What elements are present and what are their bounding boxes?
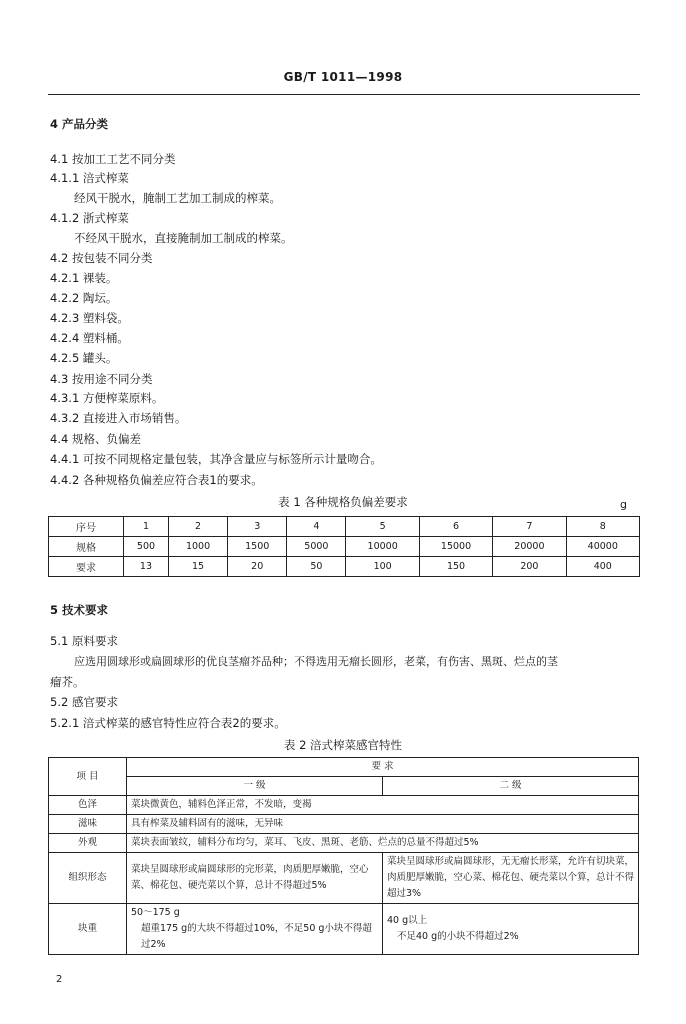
table-cell: 要 求 bbox=[127, 758, 639, 777]
table-row bbox=[49, 758, 639, 777]
table-cell: 2 bbox=[168, 517, 227, 537]
clause-4-1-2: 4.1.2 浙式榨菜 bbox=[50, 211, 129, 225]
table-row bbox=[49, 557, 640, 577]
table-cell: 150 bbox=[419, 557, 492, 577]
weight-grade2-range: 40 g以上 bbox=[387, 915, 428, 926]
table-cell: 3 bbox=[228, 517, 287, 537]
table1-caption: 表 1 各种规格负偏差要求 bbox=[278, 495, 408, 509]
table-row bbox=[49, 517, 640, 537]
clause-5-2: 5.2 感官要求 bbox=[50, 695, 118, 709]
table-row bbox=[49, 777, 639, 796]
table-cell: 二 级 bbox=[383, 777, 639, 796]
weight-grade1-note: 超重175 g的大块不得超过10%，不足50 g小块不得超过2% bbox=[141, 923, 372, 950]
table-row bbox=[49, 815, 639, 834]
table-cell: 15000 bbox=[419, 537, 492, 557]
table-cell: 8 bbox=[566, 517, 639, 537]
table2-caption: 表 2 涪式榨菜感官特性 bbox=[283, 738, 403, 752]
section-4-title: 4 产品分类 bbox=[50, 117, 109, 131]
clause-4-1-1-text: 经风干脱水，腌制工艺加工制成的榨菜。 bbox=[74, 191, 281, 205]
table-cell: 具有榨菜及辅料固有的滋味，无异味 bbox=[127, 815, 639, 834]
table-cell: 7 bbox=[493, 517, 566, 537]
table-cell: 一 级 bbox=[127, 777, 383, 796]
clause-4-2-1: 4.2.1 裸装。 bbox=[50, 271, 118, 285]
table-cell: 200 bbox=[493, 557, 566, 577]
clause-5-1-text-2: 瘤芥。 bbox=[50, 675, 85, 689]
table-cell: 规格 bbox=[49, 537, 124, 557]
table-row bbox=[49, 853, 639, 904]
table-cell: 5000 bbox=[287, 537, 346, 557]
clause-4-3: 4.3 按用途不同分类 bbox=[50, 372, 153, 386]
table-cell: 外观 bbox=[49, 834, 127, 853]
weight-grade2-note: 不足40 g的小块不得超过2% bbox=[397, 931, 519, 942]
table-cell: 1 bbox=[124, 517, 169, 537]
clause-4-2-3: 4.2.3 塑料袋。 bbox=[50, 311, 129, 325]
table-cell: 15 bbox=[168, 557, 227, 577]
clause-4-4-2: 4.4.2 各种规格负偏差应符合表1的要求。 bbox=[50, 473, 263, 487]
table-cell: 块重 bbox=[49, 904, 127, 955]
table-cell: 菜块表面皱纹，辅料分布均匀，菜耳、飞皮、黑斑、老筋、烂点的总量不得超过5% bbox=[127, 834, 639, 853]
table-row bbox=[49, 904, 639, 955]
table-cell: 菜块微黄色，辅料色泽正常，不发暗，变褐 bbox=[127, 796, 639, 815]
table-cell: 菜块呈圆球形或扁圆球形的完形菜，肉质肥厚嫩脆，空心菜、棉花包、硬壳菜以个算，总计不得超过5% bbox=[127, 853, 383, 904]
clause-5-2-1: 5.2.1 涪式榨菜的感官特性应符合表2的要求。 bbox=[50, 716, 286, 730]
table1 bbox=[48, 516, 640, 577]
table-cell: 4 bbox=[287, 517, 346, 537]
clause-4-3-2: 4.3.2 直接进入市场销售。 bbox=[50, 411, 187, 425]
table-cell: 色泽 bbox=[49, 796, 127, 815]
page-number: 2 bbox=[56, 974, 63, 985]
section-5-title: 5 技术要求 bbox=[50, 603, 109, 617]
table-cell: 序号 bbox=[49, 517, 124, 537]
table-cell: 6 bbox=[419, 517, 492, 537]
clause-4-2-4: 4.2.4 塑料桶。 bbox=[50, 331, 129, 345]
clause-4-4: 4.4 规格、负偏差 bbox=[50, 432, 141, 446]
table2 bbox=[48, 757, 639, 955]
table-cell: 500 bbox=[124, 537, 169, 557]
table1-unit: g bbox=[620, 498, 627, 511]
table-cell: 1500 bbox=[228, 537, 287, 557]
header-rule bbox=[48, 94, 640, 95]
table-cell: 50 bbox=[287, 557, 346, 577]
clause-4-4-1: 4.4.1 可按不同规格定量包装，其净含量应与标签所示计量吻合。 bbox=[50, 452, 382, 466]
clause-5-1-text-1: 应选用圆球形或扁圆球形的优良茎瘤芥品种；不得选用无瘤长圆形，老菜，有伤害、黑斑、烂点的茎 bbox=[74, 655, 558, 668]
table-row bbox=[49, 834, 639, 853]
table-cell: 20 bbox=[228, 557, 287, 577]
table-cell: 要求 bbox=[49, 557, 124, 577]
clause-4-1-2-text: 不经风干脱水，直接腌制加工制成的榨菜。 bbox=[74, 231, 293, 245]
clause-4-2-2: 4.2.2 陶坛。 bbox=[50, 291, 118, 305]
table-cell: 10000 bbox=[346, 537, 419, 557]
table-cell: 5 bbox=[346, 517, 419, 537]
table-row bbox=[49, 537, 640, 557]
table-cell: 20000 bbox=[493, 537, 566, 557]
table-cell bbox=[127, 904, 383, 955]
table-cell: 13 bbox=[124, 557, 169, 577]
weight-grade1-range: 50～175 g bbox=[131, 907, 180, 918]
clause-5-1: 5.1 原料要求 bbox=[50, 634, 118, 648]
table-cell: 1000 bbox=[168, 537, 227, 557]
table-cell bbox=[383, 904, 639, 955]
table-cell: 100 bbox=[346, 557, 419, 577]
clause-4-1: 4.1 按加工工艺不同分类 bbox=[50, 152, 176, 166]
page-header: GB/T 1011—1998 bbox=[283, 70, 403, 84]
table-cell: 滋味 bbox=[49, 815, 127, 834]
clause-4-3-1: 4.3.1 方便榨菜原料。 bbox=[50, 391, 164, 405]
table-row bbox=[49, 796, 639, 815]
clause-4-2-5: 4.2.5 罐头。 bbox=[50, 351, 118, 365]
table-cell: 项 目 bbox=[49, 758, 127, 796]
table-cell: 组织形态 bbox=[49, 853, 127, 904]
clause-4-2: 4.2 按包装不同分类 bbox=[50, 251, 153, 265]
table-cell: 40000 bbox=[566, 537, 639, 557]
table-cell: 400 bbox=[566, 557, 639, 577]
table-cell: 菜块呈圆球形或扁圆球形，无无瘤长形菜，允许有切块菜，肉质肥厚嫩脆，空心菜、棉花包、硬壳菜以个算，总计不得超过3% bbox=[383, 853, 639, 904]
clause-4-1-1: 4.1.1 涪式榨菜 bbox=[50, 171, 129, 185]
